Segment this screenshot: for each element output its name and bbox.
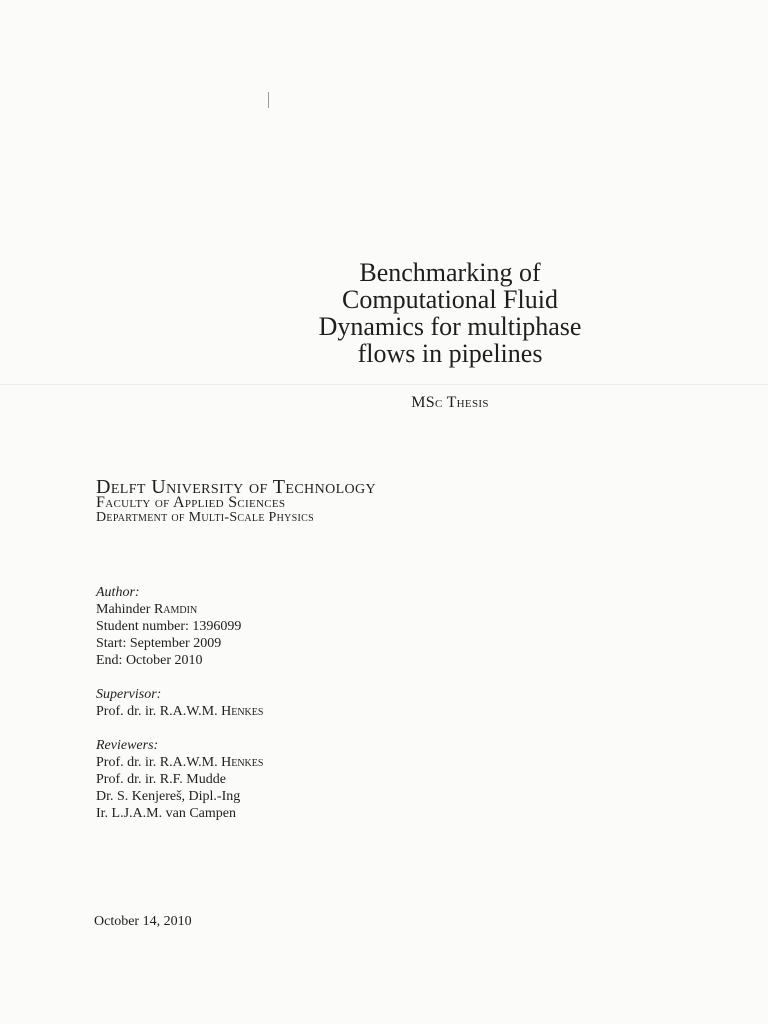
thesis-title [240, 259, 660, 367]
reviewer-item [96, 771, 263, 788]
reviewers-label: Reviewers: [96, 738, 159, 753]
reviewer-item [96, 788, 263, 805]
author-first-name: Mahinder [96, 602, 151, 617]
supervisor-surname: Henkes [221, 704, 264, 719]
reviewers-block [96, 737, 263, 822]
scan-mark [268, 92, 269, 108]
submission-date: October 14, 2010 [94, 914, 192, 929]
title-line: Computational Fluid [342, 285, 558, 314]
title-line: flows in pipelines [357, 339, 543, 368]
supervisor-block [96, 686, 263, 720]
department-name: Department of Multi-Scale Physics [96, 510, 314, 525]
author-last-name: Ramdin [153, 602, 198, 617]
reviewer-prefix: Prof. dr. ir. R.A.W.M. [96, 755, 218, 770]
supervisor-name [96, 703, 263, 720]
title-line: Benchmarking of [359, 258, 541, 287]
reviewer-prefix: Prof. dr. ir. R.F. Mudde [96, 772, 226, 787]
university-name: Delft University of Technology [96, 476, 377, 498]
faculty-name: Faculty of Applied Sciences [96, 494, 286, 511]
author-block [96, 584, 241, 669]
thesis-type: MSc Thesis [411, 394, 489, 411]
reviewer-item [96, 754, 263, 771]
title-line: Dynamics for multiphase [318, 312, 582, 341]
end-date: End: October 2010 [96, 653, 203, 668]
reviewer-prefix: Ir. L.J.A.M. van Campen [96, 806, 236, 821]
start-date: Start: September 2009 [96, 636, 222, 651]
reviewer-item [96, 805, 263, 822]
student-number: Student number: 1396099 [96, 619, 242, 634]
author-label: Author: [96, 585, 140, 600]
author-name [96, 601, 241, 618]
reviewer-prefix: Dr. S. Kenjereš, Dipl.-Ing [96, 789, 241, 804]
supervisor-label: Supervisor: [96, 687, 162, 702]
reviewer-surname: Henkes [221, 755, 264, 770]
supervisor-prefix: Prof. dr. ir. R.A.W.M. [96, 704, 218, 719]
scan-fold-line [0, 384, 768, 385]
